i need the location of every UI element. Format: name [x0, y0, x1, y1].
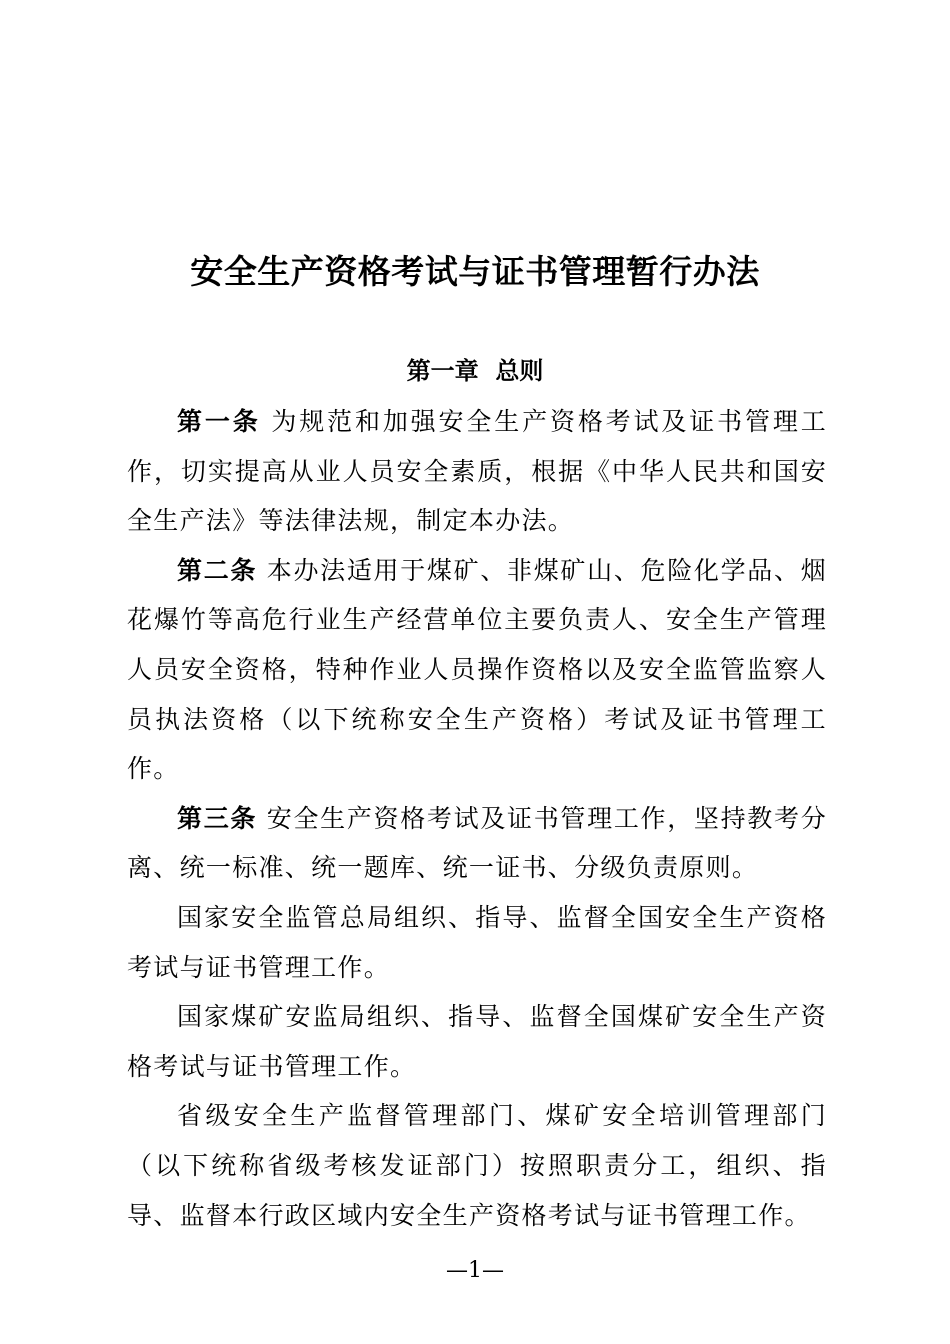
document-title: 安全生产资格考试与证书管理暂行办法 — [190, 252, 760, 291]
chapter-heading: 第一章 总则 — [406, 357, 544, 385]
paragraph — [127, 992, 827, 1091]
article-label: 第一条 — [177, 407, 261, 436]
article-label: 第三条 — [177, 803, 258, 833]
article-label: 第二条 — [177, 555, 258, 585]
paragraph-text: 本办法适用于煤矿、非煤矿山、危险化学品、烟花爆竹等高危行业生产经营单位主要负责人、安全生产管理人员安全资格，特种作业人员操作资格以及安全监管监察人员执法资格（以下统称安全生产资格）考试及证书管理工作。 — [127, 555, 827, 784]
document-body — [127, 397, 827, 1240]
article-paragraph — [127, 546, 827, 794]
page-number: —1— — [446, 1258, 504, 1283]
paragraph-text: 安全生产资格考试及证书管理工作，坚持教考分离、统一标准、统一题库、统一证书、分级负责原则。 — [127, 803, 827, 883]
paragraph — [127, 893, 827, 992]
article-paragraph — [127, 397, 827, 546]
paragraph — [127, 1091, 827, 1240]
paragraph-text: 国家煤矿安监局组织、指导、监督全国煤矿安全生产资格考试与证书管理工作。 — [127, 1002, 827, 1081]
paragraph-text: 为规范和加强安全生产资格考试及证书管理工作，切实提高从业人员安全素质，根据《中华人民共和国安全生产法》等法律法规，制定本办法。 — [127, 407, 827, 536]
paragraph-text: 国家安全监管总局组织、指导、监督全国安全生产资格考试与证书管理工作。 — [127, 902, 827, 982]
article-paragraph — [127, 794, 827, 893]
paragraph-text: 省级安全生产监督管理部门、煤矿安全培训管理部门（以下统称省级考核发证部门）按照职责分工，组织、指导、监督本行政区域内安全生产资格考试与证书管理工作。 — [127, 1101, 827, 1230]
